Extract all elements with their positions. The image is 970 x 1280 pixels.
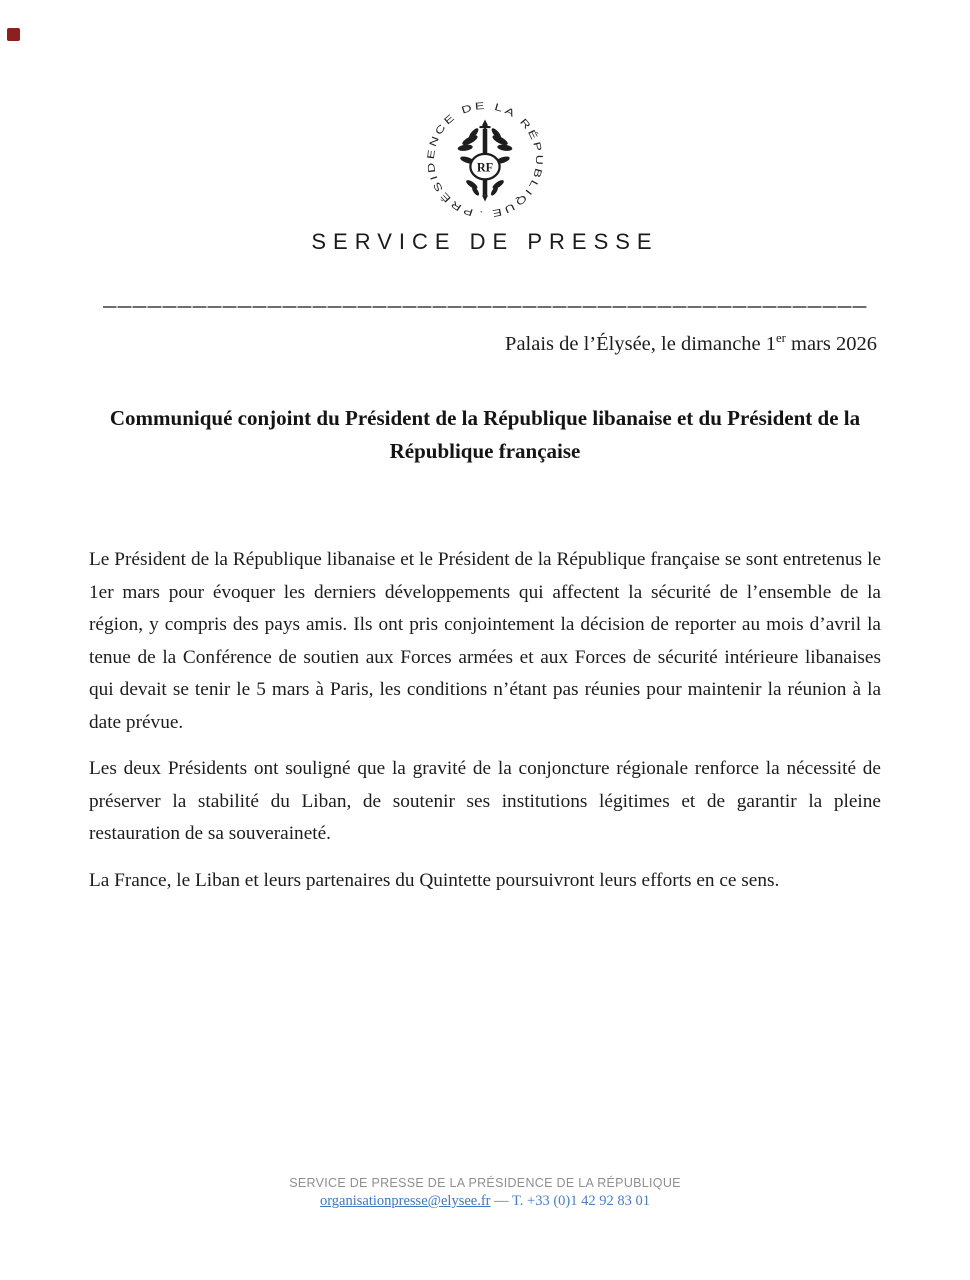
body-paragraph: Le Président de la République libanaise et le Président de la République française se sont entretenus le 1er mars pour évoquer les derniers développements qui affectent la sécurité de l’ensemble de la région, y compris des pays amis. Ils ont pris conjointement la décision de reporter au mois d’avril la tenue de la Conférence de soutien aux Forces armées et aux Forces de sécurité intérieure libanaises qui devait se tenir le 5 mars à Paris, les conditions n’étant pas réunies pour maintenir la réunion à la date prévue. (89, 549, 881, 733)
footer-service-label: SERVICE DE PRESSE DE LA PRÉSIDENCE DE LA RÉPUBLIQUE (289, 1176, 681, 1190)
service-de-presse-label: SERVICE DE PRESSE (311, 229, 659, 254)
letterhead (0, 0, 970, 255)
dateline-superscript: er (776, 331, 786, 346)
title-line-2: République française (389, 439, 581, 463)
footer-separator: — (490, 1193, 513, 1209)
seal-text-separator: · (479, 206, 484, 219)
footer-phone: T. +33 (0)1 42 92 83 01 (512, 1193, 651, 1209)
corner-marker (7, 28, 20, 41)
title-line-1: Communiqué conjoint du Président de la République libanaise et du Président de la (109, 406, 861, 430)
page-footer (0, 1176, 970, 1210)
seal-monogram: RF (476, 160, 494, 175)
seal-circular-text: PRÉSIDENCE DE LA RÉPUBLIQUE (425, 101, 545, 219)
dateline (93, 333, 877, 356)
presidential-seal (419, 94, 551, 226)
footer-contact (0, 1193, 970, 1210)
communique-title (0, 402, 970, 468)
press-email-link[interactable]: organisationpresse@elysee.fr (319, 1193, 491, 1209)
communique-body (89, 544, 881, 897)
header-divider (103, 306, 867, 308)
dateline-prefix: Palais de l’Élysée, le dimanche 1 (505, 333, 777, 355)
body-paragraph: Les deux Présidents ont souligné que la gravité de la conjoncture régionale renforce la nécessité de préserver la stabilité du Liban, de soutenir ses institutions légitimes et de garantir la pleine restauration de sa souveraineté. (89, 758, 881, 844)
dateline-suffix: mars 2026 (785, 333, 877, 355)
body-paragraph: La France, le Liban et leurs partenaires du Quintette poursuivront leurs efforts en ce sens. (89, 869, 780, 891)
seal-emblem (457, 119, 512, 201)
